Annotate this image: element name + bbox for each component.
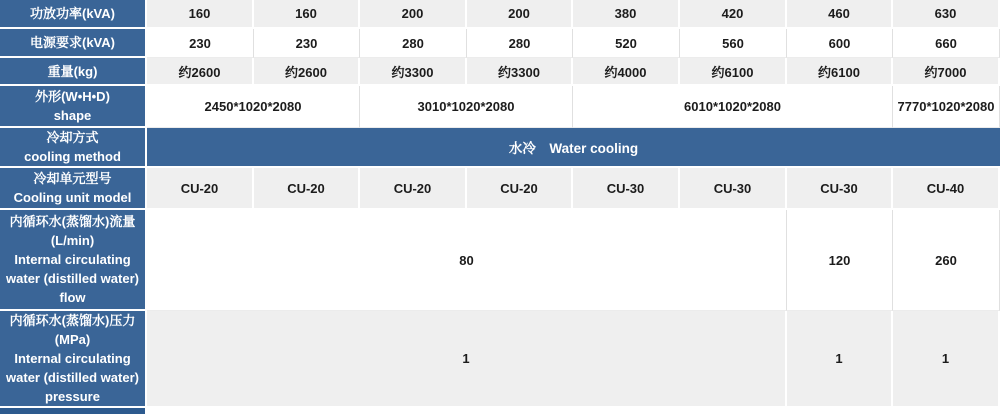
value-cell: 660 [893, 29, 1000, 58]
table-row [0, 29, 1000, 58]
value-cell: 约2600 [147, 58, 254, 86]
value-cell: CU-20 [467, 168, 573, 210]
table-row [0, 128, 1000, 168]
value-cell: 520 [573, 29, 680, 58]
value-cell: CU-20 [360, 168, 467, 210]
value-cell: 460 [787, 0, 893, 29]
value-cell: 约2600 [254, 58, 360, 86]
value-cell: 1 [787, 311, 893, 408]
table-row [0, 210, 1000, 311]
value-cell: 7770*1020*2080 [893, 86, 1000, 128]
row-label-weight: 重量(kg) [0, 58, 147, 86]
value-cell: 约3300 [360, 58, 467, 86]
table-row [0, 0, 1000, 29]
value-cell: 200 [360, 0, 467, 29]
value-cell: 6010*1020*2080 [573, 86, 893, 128]
value-cell: CU-30 [573, 168, 680, 210]
cutoff-data-cell [147, 408, 1000, 414]
value-cell: 230 [147, 29, 254, 58]
value-cell: CU-20 [147, 168, 254, 210]
row-label-power-requirement: 电源要求(kVA) [0, 29, 147, 58]
value-cell: 280 [467, 29, 573, 58]
value-cell: CU-40 [893, 168, 1000, 210]
table-row [0, 58, 1000, 86]
table-row [0, 86, 1000, 128]
value-cell: 560 [680, 29, 787, 58]
value-cell: 280 [360, 29, 467, 58]
table-row-cutoff [0, 408, 1000, 414]
table-row [0, 168, 1000, 210]
value-cell: 160 [254, 0, 360, 29]
value-cell: 2450*1020*2080 [147, 86, 360, 128]
value-cell: 1 [147, 311, 787, 408]
row-label-dimensions: 外形(W•H•D) shape [0, 86, 147, 128]
value-cell: 约6100 [787, 58, 893, 86]
value-cell: 600 [787, 29, 893, 58]
cutoff-header-cell [0, 408, 147, 414]
value-cell: CU-30 [787, 168, 893, 210]
cooling-method-band: 水冷 Water cooling [147, 128, 1000, 168]
value-cell: CU-30 [680, 168, 787, 210]
value-cell: 约6100 [680, 58, 787, 86]
value-cell: 80 [147, 210, 787, 311]
value-cell: 160 [147, 0, 254, 29]
value-cell: 3010*1020*2080 [360, 86, 573, 128]
value-cell: 约4000 [573, 58, 680, 86]
value-cell: 约7000 [893, 58, 1000, 86]
value-cell: 1 [893, 311, 1000, 408]
value-cell: 260 [893, 210, 1000, 311]
row-label-water-flow: 内循环水(蒸馏水)流量 (L/min) Internal circulating water (distilled water) flow [0, 210, 147, 311]
row-label-water-pressure: 内循环水(蒸馏水)压力 (MPa) Internal circulating water (distilled water) pressure [0, 311, 147, 408]
value-cell: 120 [787, 210, 893, 311]
value-cell: 380 [573, 0, 680, 29]
value-cell: 约3300 [467, 58, 573, 86]
value-cell: 420 [680, 0, 787, 29]
value-cell: 230 [254, 29, 360, 58]
value-cell: 200 [467, 0, 573, 29]
row-label-cooling-unit-model: 冷却单元型号 Cooling unit model [0, 168, 147, 210]
row-label-cooling-method: 冷却方式 cooling method [0, 128, 147, 168]
row-label-amplifier-power: 功放功率(kVA) [0, 0, 147, 29]
value-cell: 630 [893, 0, 1000, 29]
table-row [0, 311, 1000, 408]
value-cell: CU-20 [254, 168, 360, 210]
